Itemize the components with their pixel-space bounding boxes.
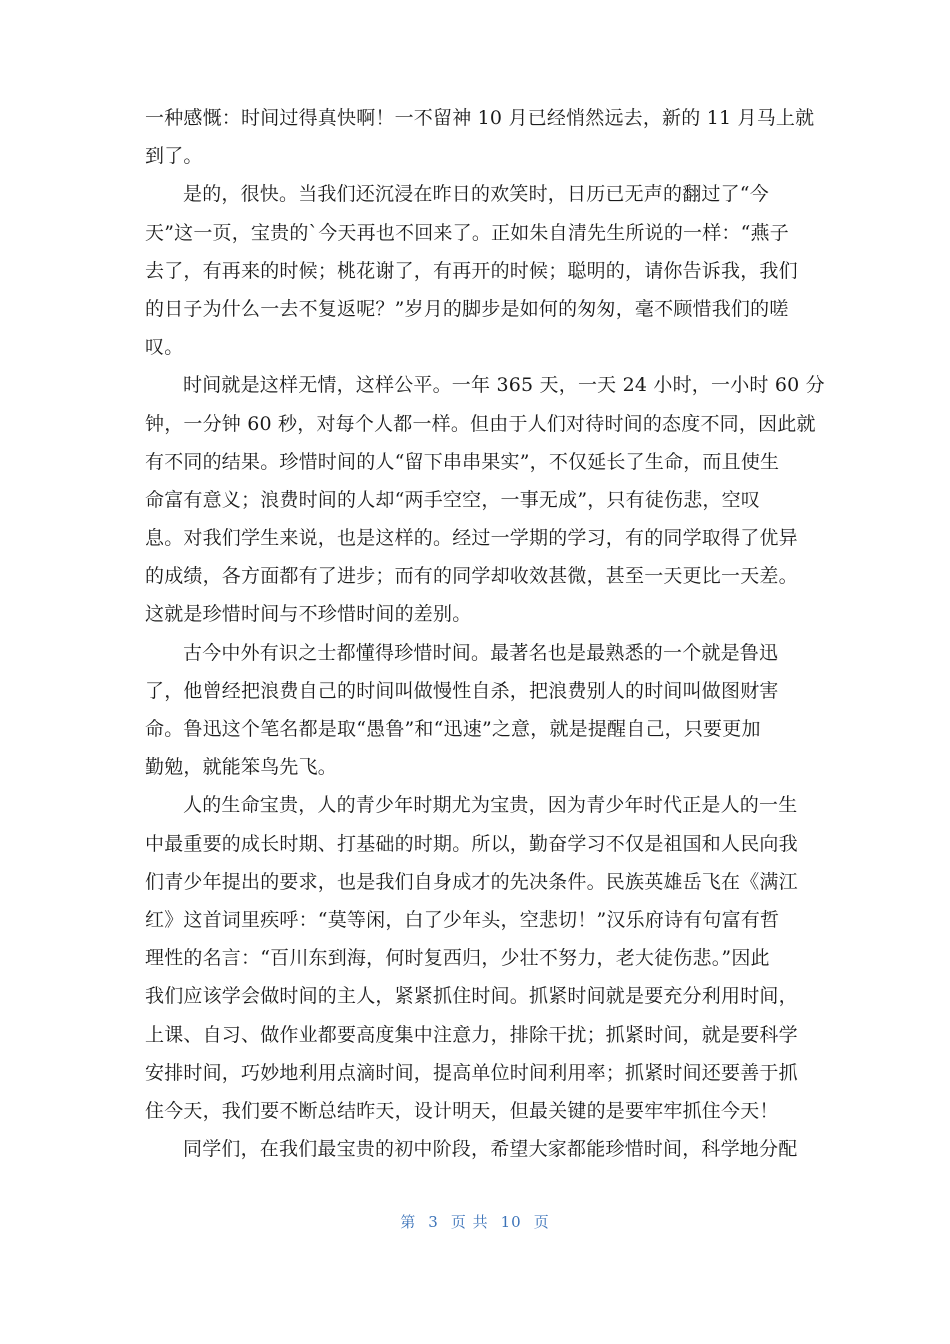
text-line: 红》这首词里疾呼：“莫等闲，白了少年头，空悲切！”汉乐府诗有句富有哲	[145, 908, 780, 931]
text-line: 天”这一页，宝贵的`今天再也不回来了。正如朱自清先生所说的一样：“燕子	[145, 221, 789, 244]
text-line: 们青少年提出的要求，也是我们自身成才的先决条件。民族英雄岳飞在《满江	[145, 870, 798, 893]
footer-prefix: 第	[400, 1213, 417, 1231]
text-line: 这就是珍惜时间与不珍惜时间的差别。	[145, 603, 472, 626]
text-line: 一种感慨：时间过得真快啊！一不留神 10 月已经悄然远去，新的 11 月马上就	[145, 107, 815, 129]
text-line: 了，他曾经把浪费自己的时间叫做慢性自杀，把浪费别人的时间叫做图财害	[145, 679, 779, 702]
text-line: 命富有意义；浪费时间的人却“两手空空，一事无成”，只有徒伤悲，空叹	[145, 488, 761, 511]
text-line: 有不同的结果。珍惜时间的人“留下串串果实”，不仅延长了生命，而且使生	[145, 450, 780, 473]
text-line: 的日子为什么一去不复返呢？”岁月的脚步是如何的匆匆，毫不顾惜我们的嗟	[145, 297, 789, 320]
text-line: 是的，很快。当我们还沉浸在昨日的欢笑时，日历已无声的翻过了“今	[183, 183, 769, 206]
text-line: 命。鲁迅这个笔名都是取“愚鲁”和“迅速”之意，就是提醒自己，只要更加	[145, 718, 761, 740]
text-line: 去了，有再来的时候；桃花谢了，有再开的时候；聪明的，请你告诉我，我们	[145, 259, 798, 282]
text-line: 息。对我们学生来说，也是这样的。经过一学期的学习，有的同学取得了优异	[145, 527, 798, 550]
footer-current-page: 3	[428, 1213, 439, 1231]
footer-suffix: 页	[533, 1213, 550, 1231]
text-line: 住今天，我们要不断总结昨天，设计明天，但最关键的是要牢牢抓住今天！	[145, 1099, 779, 1122]
text-line: 的成绩，各方面都有了进步；而有的同学却收效甚微，甚至一天更比一天差。	[145, 565, 798, 588]
text-line: 安排时间，巧妙地利用点滴时间，提高单位时间利用率；抓紧时间还要善于抓	[145, 1061, 798, 1084]
text-line: 勤勉，就能笨鸟先飞。	[145, 756, 338, 779]
text-line: 古今中外有识之士都懂得珍惜时间。最著名也是最熟悉的一个就是鲁迅	[183, 641, 779, 664]
text-line: 我们应该学会做时间的主人，紧紧抓住时间。抓紧时间就是要充分利用时间，	[145, 985, 798, 1008]
text-line: 理性的名言：“百川东到海，何时复西归，少壮不努力，老大徒伤悲。”因此	[145, 947, 770, 970]
text-line: 时间就是这样无情，这样公平。一年 365 天，一天 24 小时，一小时 60 分	[183, 374, 825, 397]
text-line: 人的生命宝贵，人的青少年时期尤为宝贵，因为青少年时代正是人的一生	[183, 794, 798, 817]
footer-middle: 页 共	[450, 1213, 489, 1231]
footer-total-pages: 10	[500, 1213, 522, 1231]
document-body	[145, 99, 825, 1168]
text-line: 中最重要的成长时期、打基础的时期。所以，勤奋学习不仅是祖国和人民向我	[145, 832, 798, 855]
page-footer	[0, 1211, 950, 1232]
text-line: 叹。	[145, 336, 184, 359]
text-line: 钟，一分钟 60 秒，对每个人都一样。但由于人们对待时间的态度不同，因此就	[145, 412, 816, 435]
text-line: 同学们，在我们最宝贵的初中阶段，希望大家都能珍惜时间，科学地分配	[183, 1138, 798, 1161]
text-line: 上课、自习、做作业都要高度集中注意力，排除干扰；抓紧时间，就是要科学	[145, 1023, 798, 1046]
text-line: 到了。	[145, 145, 203, 168]
